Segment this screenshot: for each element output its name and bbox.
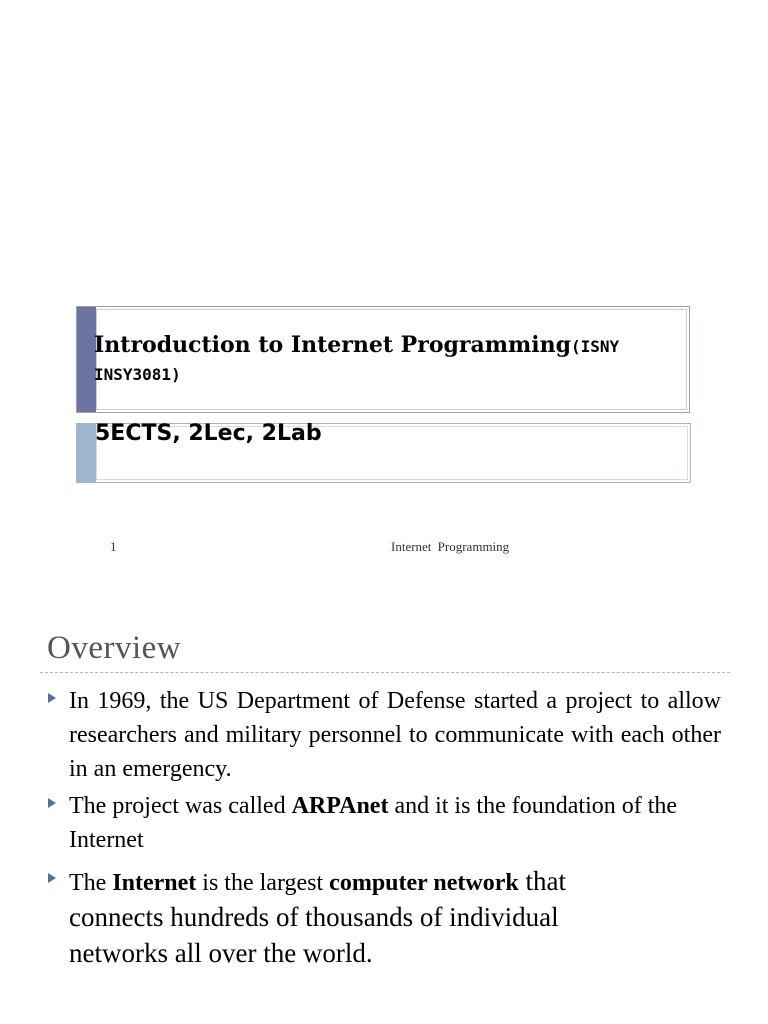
computer-network-term: computer network: [329, 870, 519, 896]
bullet-1: In 1969, the US Department of Defense started a project to allow researchers and military personnel to communicate with each other in an emergency.: [69, 688, 721, 782]
title-main: Introduction to Internet Programming: [94, 332, 572, 358]
triangle-bullet-icon: [47, 797, 59, 809]
footer-title: Internet Programming: [391, 539, 510, 554]
internet-term: Internet: [112, 870, 197, 896]
slide-subtitle: 5ECTS, 2Lec, 2Lab: [95, 421, 322, 446]
bullet-3: The Internet is the largest computer network that connects hundreds of thousands of individual networks all over the world.: [69, 866, 566, 968]
triangle-bullet-icon: [47, 872, 59, 884]
course-code-line2: INSY3081): [94, 365, 181, 384]
heading-divider: [40, 672, 730, 673]
triangle-bullet-icon: [47, 692, 59, 704]
slide-title: [94, 332, 679, 388]
subtitle-accent-bar: [77, 424, 96, 482]
overview-heading: Overview: [47, 630, 182, 666]
arpanet-term: ARPAnet: [291, 793, 389, 819]
course-code-line1: (ISNY: [571, 337, 620, 356]
page-number: 1: [110, 539, 117, 554]
bullet-2: The project was called ARPAnet and it is the foundation of the Internet: [69, 793, 678, 853]
